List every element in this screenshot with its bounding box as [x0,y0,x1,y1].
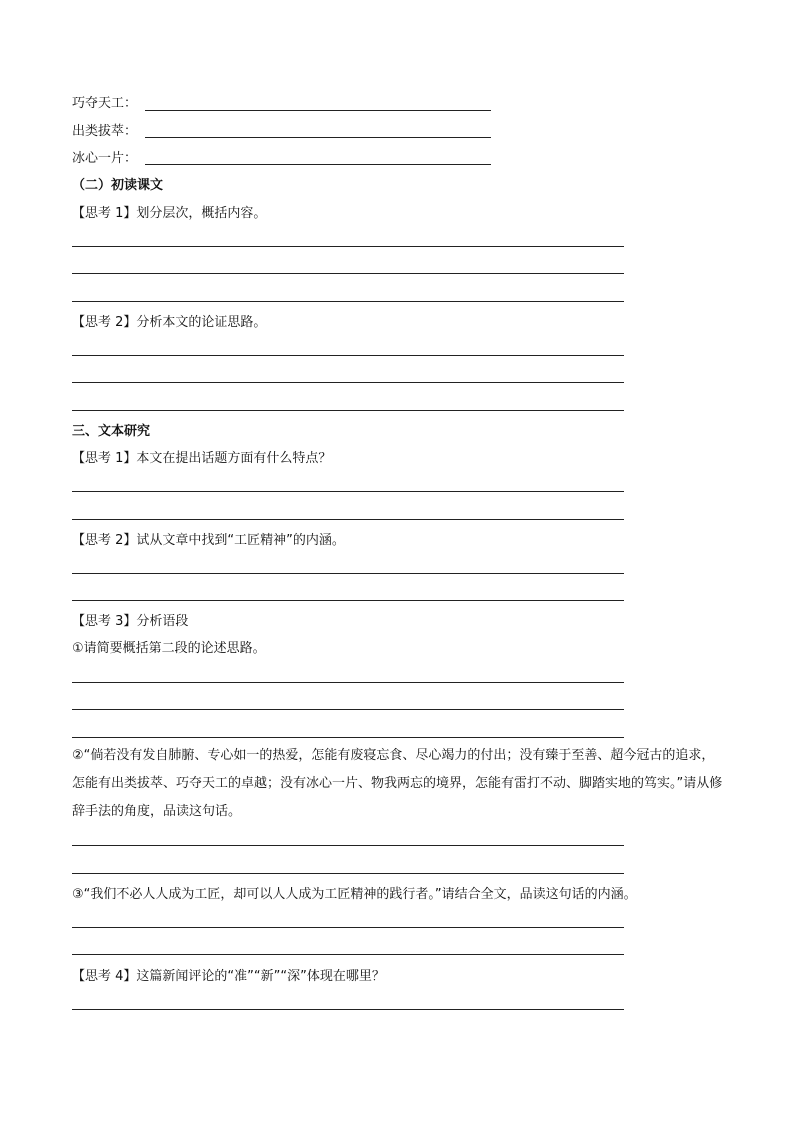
think-1-question: 【思考 1】划分层次，概括内容。 [72,206,267,221]
answer-line[interactable] [145,137,491,138]
sub-question-1: ①请简要概括第二段的论述思路。 [72,641,266,656]
vocab-term-3: 冰心一片： [72,151,138,166]
answer-line[interactable] [72,682,624,683]
answer-line[interactable] [72,873,624,874]
answer-line[interactable] [72,573,624,574]
think-2-question: 【思考 2】分析本文的论证思路。 [72,315,267,330]
answer-line[interactable] [72,301,624,302]
section-heading-text-study: 三、文本研究 [72,424,151,439]
think-3-question: 【思考 3】分析语段 [72,614,189,629]
section-heading-initial-read: （二）初读课文 [72,178,164,193]
think-4-question: 【思考 4】这篇新闻评论的“准”“新”“深”体现在哪里？ [72,969,385,984]
answer-line[interactable] [72,1009,624,1010]
answer-line[interactable] [72,382,624,383]
answer-line[interactable] [72,355,624,356]
answer-line[interactable] [72,845,624,846]
answer-line[interactable] [72,600,624,601]
answer-line[interactable] [72,954,624,955]
answer-line[interactable] [72,709,624,710]
answer-line[interactable] [72,737,624,738]
sub-question-3: ③“我们不必人人成为工匠，却可以人人成为工匠精神的践行者。”请结合全文，品读这句话的内涵。 [72,887,637,902]
sub-question-2: ②“倘若没有发自肺腑、专心如一的热爱，怎能有废寝忘食、尽心竭力的付出；没有臻于至善、超今冠古的追求，怎能有出类拔萃、巧夺天工的卓越；没有冰心一片、物我两忘的境界，怎能有雷打不动、脚踏实地的笃实。”请从修辞手法的角度，品读这句话。 [72,748,723,819]
answer-line[interactable] [72,246,624,247]
answer-line[interactable] [145,164,491,165]
answer-line[interactable] [72,491,624,492]
think-1-question: 【思考 1】本文在提出话题方面有什么特点？ [72,451,332,466]
vocab-term-2: 出类拔萃： [72,124,138,139]
answer-line[interactable] [72,273,624,274]
answer-line[interactable] [72,519,624,520]
answer-line[interactable] [72,927,624,928]
think-2-question: 【思考 2】试从文章中找到“工匠精神”的内涵。 [72,533,345,548]
answer-line[interactable] [72,410,624,411]
vocab-term-1: 巧夺天工： [72,96,138,111]
answer-line[interactable] [145,110,491,111]
